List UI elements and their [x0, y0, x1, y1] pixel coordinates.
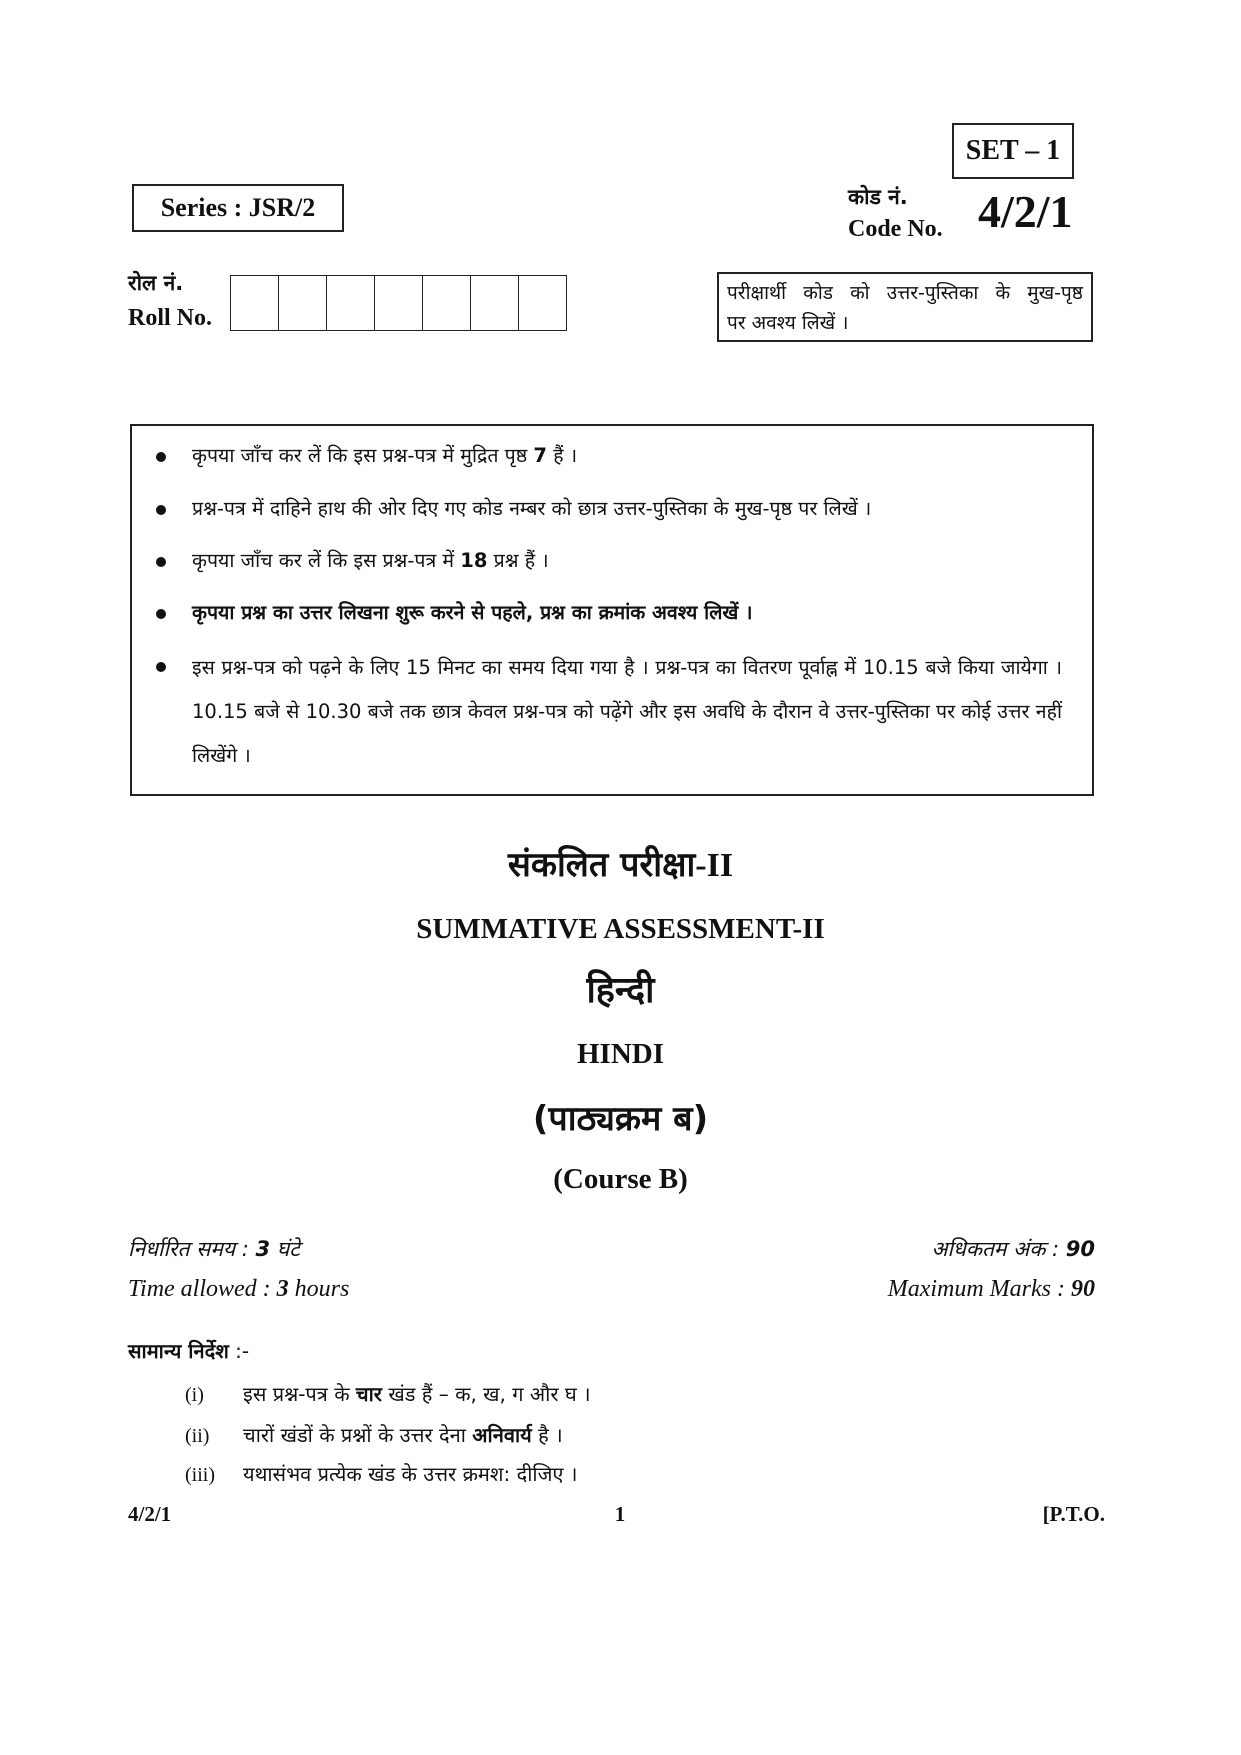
- item-text: चारों खंडों के प्रश्नों के उत्तर देना: [243, 1423, 473, 1447]
- bullet-icon: [156, 609, 166, 619]
- marks-value: 90: [1071, 1276, 1095, 1302]
- item-text: इस प्रश्न-पत्र के: [243, 1382, 356, 1406]
- roll-label-hindi: रोल नं.: [128, 271, 184, 295]
- subject-hindi: हिन्दी: [586, 970, 655, 1011]
- roll-cell[interactable]: [423, 276, 471, 330]
- general-title-text: सामान्य निर्देश: [128, 1339, 229, 1363]
- item-bold: चार: [355, 1382, 382, 1406]
- instruction-text: कृपया जाँच कर लें कि इस प्रश्न-पत्र में मुद्रित पृष्ठ: [192, 444, 534, 467]
- time-label: निर्धारित समय :: [128, 1237, 256, 1261]
- code-label-hindi: कोड नं.: [848, 185, 908, 209]
- note-line: पर अवश्य लिखें ।: [727, 312, 849, 334]
- item-number: (iii): [185, 1464, 215, 1486]
- general-item: [185, 1421, 563, 1448]
- item-text: खंड हैं – क, ख, ग और घ ।: [381, 1382, 591, 1406]
- instruction-text: हैं ।: [547, 444, 578, 467]
- item-text: है ।: [531, 1423, 563, 1447]
- marks-value: 90: [1065, 1237, 1095, 1261]
- item-number: (i): [185, 1384, 204, 1406]
- roll-label-english: Roll No.: [128, 305, 212, 331]
- exam-title-english: SUMMATIVE ASSESSMENT-II: [416, 913, 825, 945]
- subject-english: HINDI: [576, 1038, 664, 1070]
- instructions-box: [130, 424, 1094, 796]
- max-marks-english: [888, 1276, 1095, 1303]
- instruction-text: कृपया जाँच कर लें कि इस प्रश्न-पत्र में: [192, 549, 461, 572]
- instruction-text: इस प्रश्न-पत्र को पढ़ने के लिए 15 मिनट का समय दिया गया है । प्रश्न-पत्र का वितरण पूर्वाह्न में 10.15 बजे किया जायेगा । 10.15 बजे से 10.30 बजे तक छात्र केवल प्रश्न-पत्र को पढ़ेंगे और इस अवधि के दौरान वे उत्तर-पुस्तिका पर कोई उत्तर नहीं लिखेंगे ।: [192, 656, 1062, 767]
- general-item: [185, 1380, 591, 1407]
- roll-number-grid: [230, 275, 567, 331]
- series-label-box: Series : JSR/2: [132, 184, 344, 232]
- general-instructions-title: [128, 1337, 249, 1364]
- course-hindi: (पाठ्यक्रम ब): [532, 1099, 709, 1139]
- code-number: 4/2/1: [978, 186, 1073, 237]
- instruction-text: प्रश्न हैं ।: [487, 549, 549, 572]
- set-number-box: SET – 1: [952, 123, 1074, 179]
- time-label: Time allowed :: [128, 1276, 277, 1302]
- roll-cell[interactable]: [471, 276, 519, 330]
- bullet-icon: [156, 557, 166, 567]
- roll-cell[interactable]: [231, 276, 279, 330]
- time-allowed-english: [128, 1276, 349, 1303]
- question-count: 18: [460, 549, 488, 572]
- roll-cell[interactable]: [327, 276, 375, 330]
- page-number: 1: [614, 1502, 626, 1526]
- exam-title-hindi-main: संकलित परीक्षा: [507, 845, 696, 885]
- general-item: [185, 1460, 577, 1487]
- page-count: 7: [533, 444, 547, 467]
- roll-cell[interactable]: [375, 276, 423, 330]
- marks-label: Maximum Marks :: [887, 1276, 1071, 1302]
- instruction-text-bold: कृपया प्रश्न का उत्तर लिखना शुरू करने से पहले, प्रश्न का क्रमांक अवश्य लिखें ।: [192, 601, 753, 624]
- exam-title-hindi-suffix: -II: [695, 847, 734, 884]
- item-bold: अनिवार्य: [472, 1423, 532, 1447]
- exam-title-hindi: [0, 840, 1241, 886]
- course-english: (Course B): [553, 1163, 688, 1195]
- code-label-english: Code No.: [848, 216, 943, 242]
- time-unit: घंटे: [270, 1237, 300, 1261]
- time-value: 3: [276, 1276, 289, 1302]
- general-title-suffix: :-: [228, 1339, 250, 1363]
- time-unit: hours: [288, 1276, 350, 1302]
- item-text: यथासंभव प्रत्येक खंड के उत्तर क्रमश: दीजिए ।: [243, 1462, 578, 1486]
- time-value: 3: [255, 1237, 271, 1261]
- bullet-icon: [156, 505, 166, 515]
- marks-label: अधिकतम अंक :: [931, 1237, 1066, 1261]
- note-line: परीक्षार्थी कोड को उत्तर-पुस्तिका के मुख-पृष्ठ: [727, 282, 1083, 304]
- max-marks-hindi: [931, 1235, 1095, 1263]
- roll-cell[interactable]: [279, 276, 327, 330]
- footer-code: 4/2/1: [128, 1502, 172, 1526]
- please-turn-over: [P.T.O.: [1042, 1502, 1105, 1526]
- bullet-icon: [156, 452, 166, 462]
- candidate-note-box: [717, 272, 1093, 342]
- item-number: (ii): [185, 1425, 210, 1447]
- instruction-text: प्रश्न-पत्र में दाहिने हाथ की ओर दिए गए कोड नम्बर को छात्र उत्तर-पुस्तिका के मुख-पृष्ठ पर लिखें ।: [192, 497, 872, 520]
- bullet-icon: [156, 662, 166, 672]
- time-allowed-hindi: [128, 1235, 300, 1263]
- roll-cell[interactable]: [519, 276, 566, 330]
